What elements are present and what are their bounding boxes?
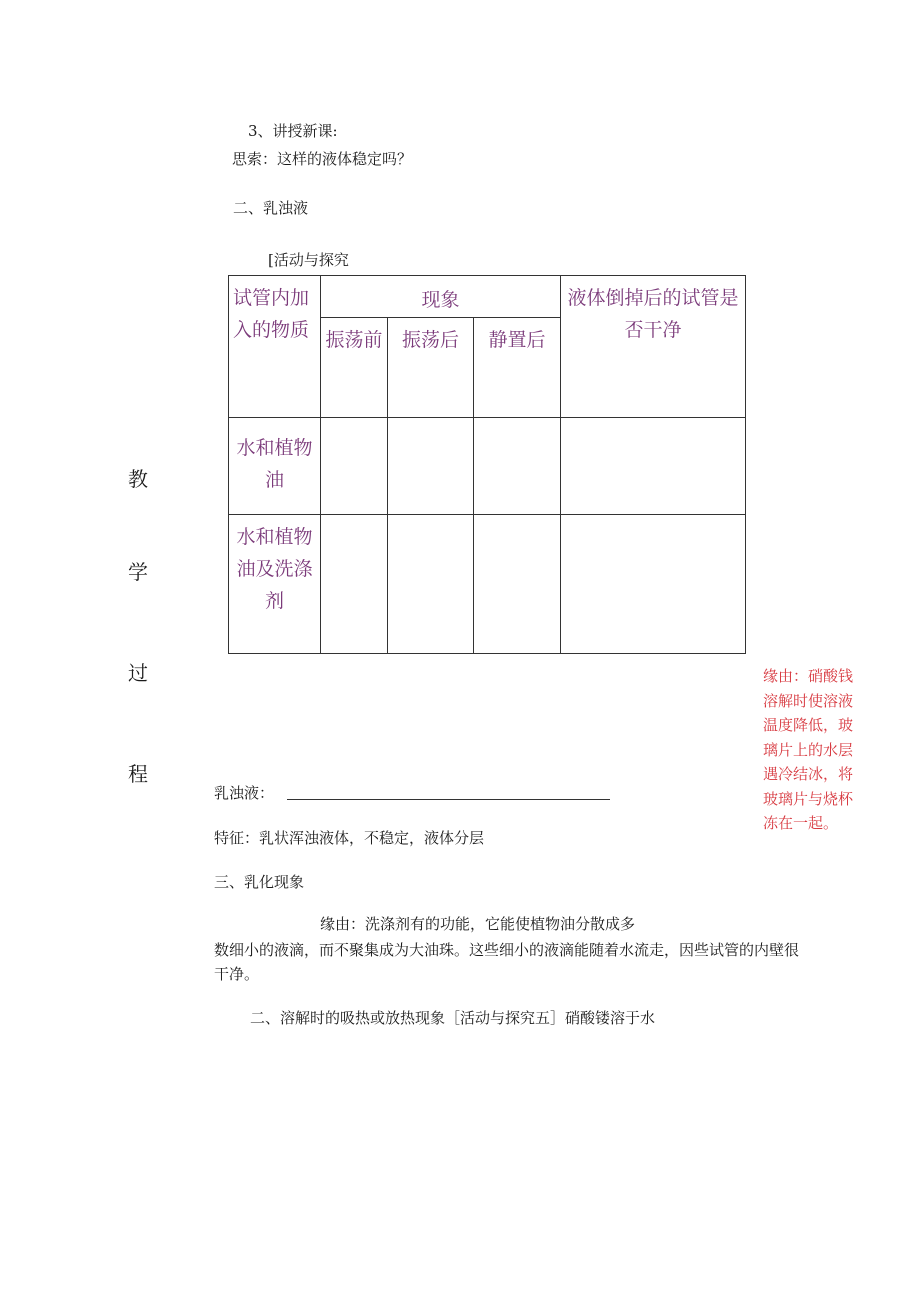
row1-still-cell: [474, 418, 561, 514]
row1-after-cell: [388, 418, 474, 514]
header-cell-after: [388, 318, 474, 418]
thinking-question: 思索：这样的液体稳定吗？: [232, 150, 413, 168]
note-line: 璃片上的水层: [763, 740, 854, 759]
header-cell-substance: [229, 276, 321, 418]
note-line: 温度降低，玻: [763, 716, 854, 734]
header-after-label: 振荡后: [401, 329, 459, 352]
side-label-char-3: 过: [128, 661, 148, 685]
lesson-step: 3、讲授新课:: [248, 122, 338, 140]
row1-substance-cell: [229, 418, 321, 514]
note-line: 缘由：硝酸钱: [763, 667, 854, 685]
activity-table: [228, 275, 746, 654]
side-label-char-4: 程: [128, 762, 148, 786]
emulsion-label: 乳浊液：: [214, 784, 275, 802]
emulsion-feature: 特征：乳状浑浊液体，不稳定，液体分层: [214, 829, 485, 847]
header-clean-label: 液体倒掉后的试管是否干净: [567, 287, 739, 341]
note-line: 冻在一起。: [763, 814, 839, 832]
emulsification-line-2: 数细小的液滴，而不聚集成为大油珠。这些细小的液滴能随着水流走，因些试管的内壁很: [214, 941, 800, 959]
dissolution-heat-title: 二、溶解时的吸热或放热现象［活动与探究五］硝酸镂溶于水: [250, 1009, 656, 1027]
side-label-char-2: 学: [128, 560, 148, 584]
header-cell-phenomenon: [321, 276, 561, 318]
row2-clean-cell: [561, 514, 746, 653]
note-line: 溶解时使溶液: [763, 691, 854, 710]
header-before-label: 振荡前: [325, 329, 383, 352]
row2-still-cell: [474, 514, 561, 653]
emulsion-answer-blank: [287, 799, 610, 800]
row1-clean-cell: [561, 418, 746, 514]
header-cell-before: [321, 318, 388, 418]
section-three-title: 三、乳化现象: [214, 873, 305, 891]
note-line: 遇冷结冰，将: [763, 765, 854, 783]
section-two-title: 二、乳浊液: [233, 199, 309, 217]
header-still-label: 静置后: [488, 329, 546, 352]
emulsification-line-3: 干净。: [214, 965, 260, 983]
header-substance-label: 试管内加入的物质: [233, 287, 310, 341]
row1-substance-label: 水和植物油: [236, 437, 313, 492]
row2-before-cell: [321, 514, 388, 653]
row2-substance-cell: [229, 514, 321, 653]
emulsification-line-1: 缘由：洗涤剂有的功能，它能使植物油分散成多: [320, 915, 636, 933]
header-cell-clean: [561, 276, 746, 418]
side-label-char-1: 教: [128, 467, 148, 491]
row2-substance-label: 水和植物油及洗涤剂: [236, 525, 313, 612]
row1-before-cell: [321, 418, 388, 514]
header-cell-still: [474, 318, 561, 418]
margin-note: [763, 664, 873, 836]
activity-label: [活动与探究: [268, 251, 349, 269]
row2-after-cell: [388, 514, 474, 653]
note-line: 玻璃片与烧杯: [763, 789, 854, 808]
header-phenomenon-label: 现象: [421, 289, 460, 311]
